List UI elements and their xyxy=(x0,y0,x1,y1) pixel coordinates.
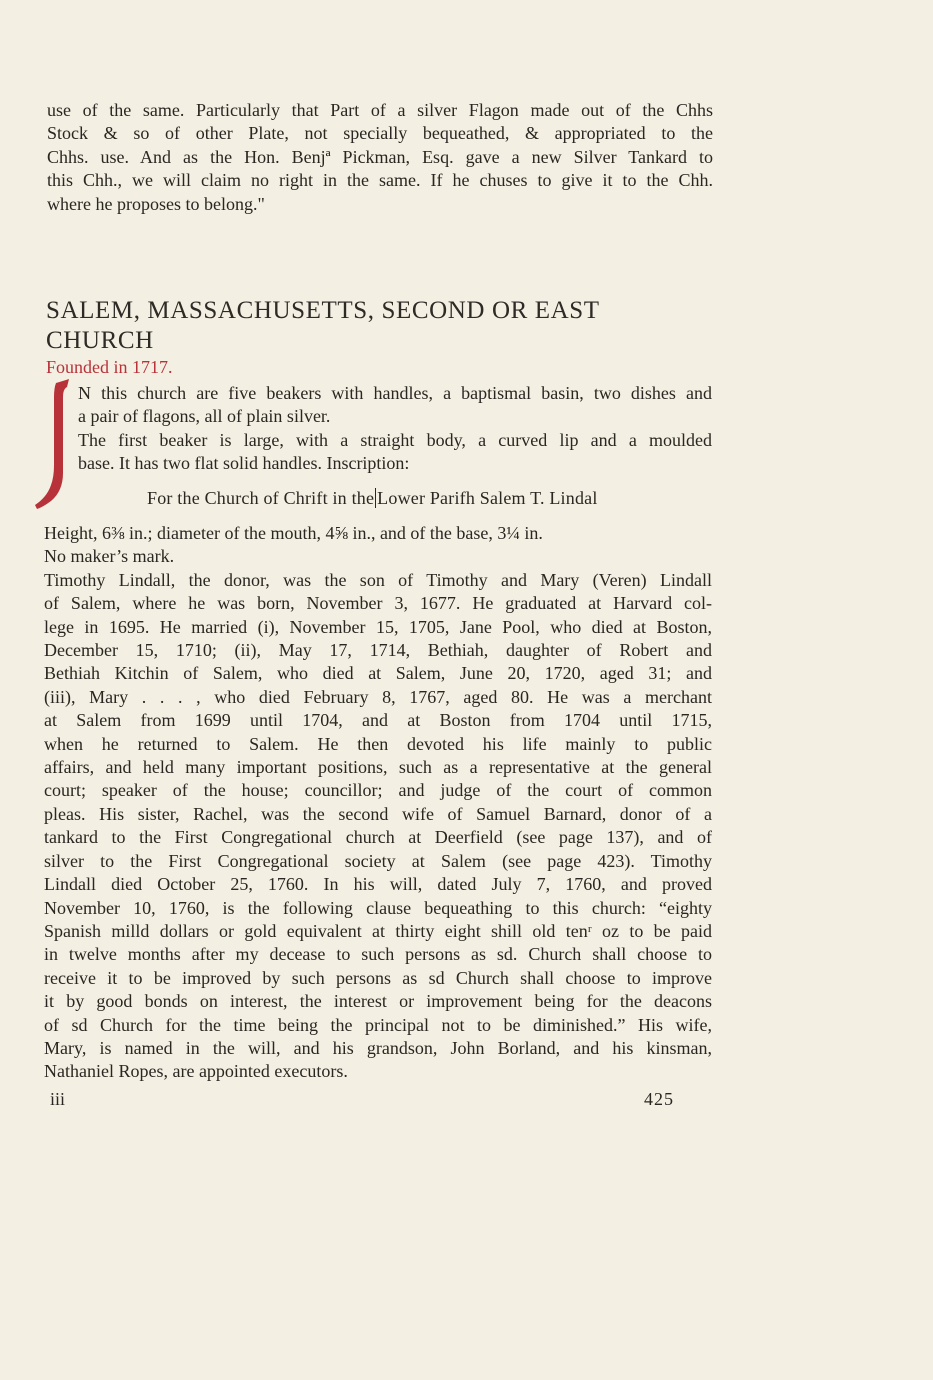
inscription xyxy=(147,488,598,509)
text-line: Bethiah Kitchin of Salem, who died at Salem, June 20, 1720, aged 31; and xyxy=(44,663,712,684)
drop-cap-initial xyxy=(23,373,73,513)
text-line: Nathaniel Ropes, are appointed executors. xyxy=(44,1061,348,1082)
text-line: receive it to be improved by such persons as sd Church shall choose to improve xyxy=(44,967,712,988)
text-line: N this church are five beakers with handles, a baptismal basin, two dishes and xyxy=(78,383,712,403)
section-heading xyxy=(46,296,726,356)
text-line: use of the same. Particularly that Part of a silver Flagon made out of the Chhs xyxy=(47,100,713,120)
text-line: tankard to the First Congregational church at Deerfield (see page 137), and of xyxy=(44,827,712,848)
text-line: of Salem, where he was born, November 3, 1677. He graduated at Harvard col- xyxy=(44,593,712,614)
page-number: 425 xyxy=(644,1089,674,1109)
founded-note: Founded in 1717. xyxy=(46,357,173,377)
text-line: silver to the First Congregational society at Salem (see page 423). Timothy xyxy=(44,850,712,871)
heading-line: SALEM, MASSACHUSETTS, SECOND OR EAST xyxy=(46,297,600,324)
continued-paragraph xyxy=(47,99,713,216)
text-line: pleas. His sister, Rachel, was the second wife of Samuel Barnard, donor of a xyxy=(44,803,712,824)
text-line: in twelve months after my decease to such persons as sd. Church shall choose to xyxy=(44,944,712,965)
inscription-part: For the Church of Chrift in the xyxy=(147,488,375,508)
text-line: December 15, 1710; (ii), May 17, 1714, Bethiah, daughter of Robert and xyxy=(44,640,712,661)
signature-mark: iii xyxy=(50,1089,66,1109)
text-line: Spanish milld dollars or gold equivalent at thirty eight shill old tenʳ oz to be paid xyxy=(44,920,712,941)
text-line: lege in 1695. He married (i), November 15, 1705, Jane Pool, who died at Boston, xyxy=(44,616,712,637)
text-line: a pair of flagons, all of plain silver. xyxy=(78,406,331,427)
text-line: of sd Church for the time being the principal not to be diminished.” His wife, xyxy=(44,1014,712,1035)
text-line: The first beaker is large, with a straight body, a curved lip and a moulded xyxy=(78,429,712,450)
text-line: at Salem from 1699 until 1704, and at Boston from 1704 until 1715, xyxy=(44,710,712,731)
intro-paragraph xyxy=(78,382,712,476)
text-line: this Chh., we will claim no right in the same. If he chuses to give it to the Chh. xyxy=(47,170,713,191)
text-line: court; speaker of the house; councillor; and judge of the court of common xyxy=(44,780,712,801)
text-line: (iii), Mary . . . , who died February 8, 1767, aged 80. He was a merchant xyxy=(44,686,712,707)
text-line: base. It has two flat solid handles. Inscription: xyxy=(78,453,410,474)
text-line: Height, 6⅜ in.; diameter of the mouth, 4⅝ in., and of the base, 3¼ in. xyxy=(44,523,543,543)
text-line: Lindall died October 25, 1760. In his will, dated July 7, 1760, and proved xyxy=(44,874,712,895)
text-line: affairs, and held many important positions, such as a representative at the general xyxy=(44,757,712,778)
inscription-part: Lower Parifh Salem T. Lindal xyxy=(377,488,598,508)
text-line: Mary, is named in the will, and his grandson, John Borland, and his kinsman, xyxy=(44,1037,712,1058)
text-line: Chhs. use. And as the Hon. Benjª Pickman, Esq. gave a new Silver Tankard to xyxy=(47,146,713,167)
body-text xyxy=(44,522,712,1084)
text-line: when he returned to Salem. He then devoted his life mainly to public xyxy=(44,733,712,754)
text-line: where he proposes to belong." xyxy=(47,193,265,214)
heading-line: CHURCH xyxy=(46,327,154,354)
text-line: Stock & so of other Plate, not specially bequeathed, & appropriated to the xyxy=(47,123,713,144)
text-line: Timothy Lindall, the donor, was the son of Timothy and Mary (Veren) Lindall xyxy=(44,569,712,590)
text-line: No maker’s mark. xyxy=(44,546,175,567)
text-line: November 10, 1760, is the following clause bequeathing to this church: “eighty xyxy=(44,897,712,918)
text-line: it by good bonds on interest, the interest or improvement being for the deacons xyxy=(44,991,712,1012)
